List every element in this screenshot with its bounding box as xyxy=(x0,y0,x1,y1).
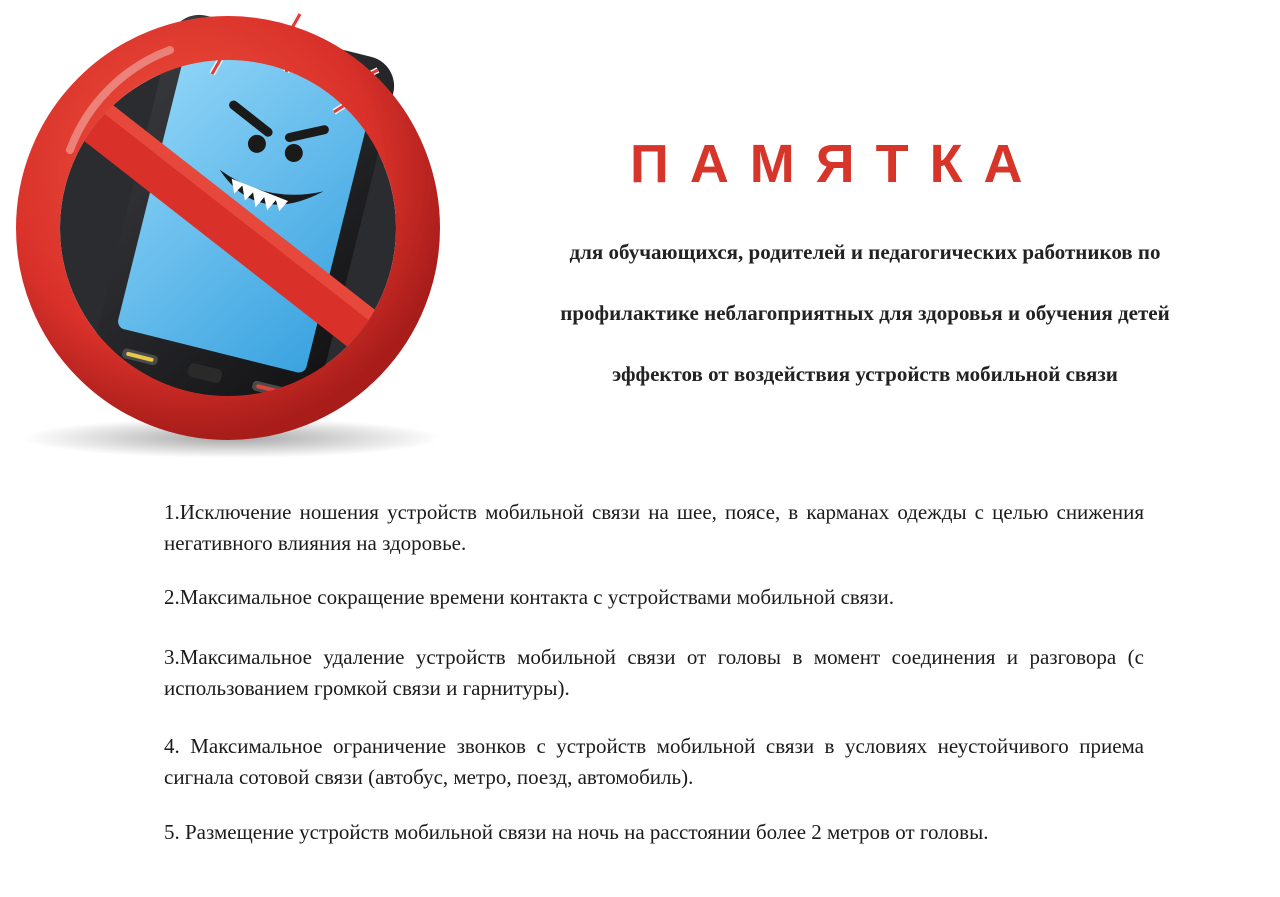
page-title: ПАМЯТКА xyxy=(630,134,1044,194)
subtitle xyxy=(455,236,1275,390)
rule-item: 2.Максимальное сокращение времени контакта с устройствами мобильной связи. xyxy=(164,585,894,609)
no-mobile-phone-icon xyxy=(0,0,460,460)
rule-item: 3.Максимальное удаление устройств мобильной связи от головы в момент соединения и разговора (с использованием громкой связи и гарнитуры). xyxy=(164,645,1144,700)
no-mobile-phone-graphic xyxy=(0,0,460,460)
rule-item: 5. Размещение устройств мобильной связи на ночь на расстоянии более 2 метров от головы. xyxy=(164,820,989,844)
subtitle-line: эффектов от воздействия устройств мобильной связи xyxy=(612,362,1118,386)
subtitle-line: для обучающихся, родителей и педагогических работников по xyxy=(569,240,1161,264)
rule-item: 4. Максимальное ограничение звонков с устройств мобильной связи в условиях неустойчивого приема сигнала сотовой связи (автобус, метро, поезд, автомобиль). xyxy=(164,734,1144,789)
subtitle-line: профилактике неблагоприятных для здоровья и обучения детей xyxy=(560,301,1170,325)
rules-list xyxy=(164,497,1144,848)
rule-item: 1.Исключение ношения устройств мобильной связи на шее, поясе, в карманах одежды с целью снижения негативного влияния на здоровье. xyxy=(164,500,1144,555)
